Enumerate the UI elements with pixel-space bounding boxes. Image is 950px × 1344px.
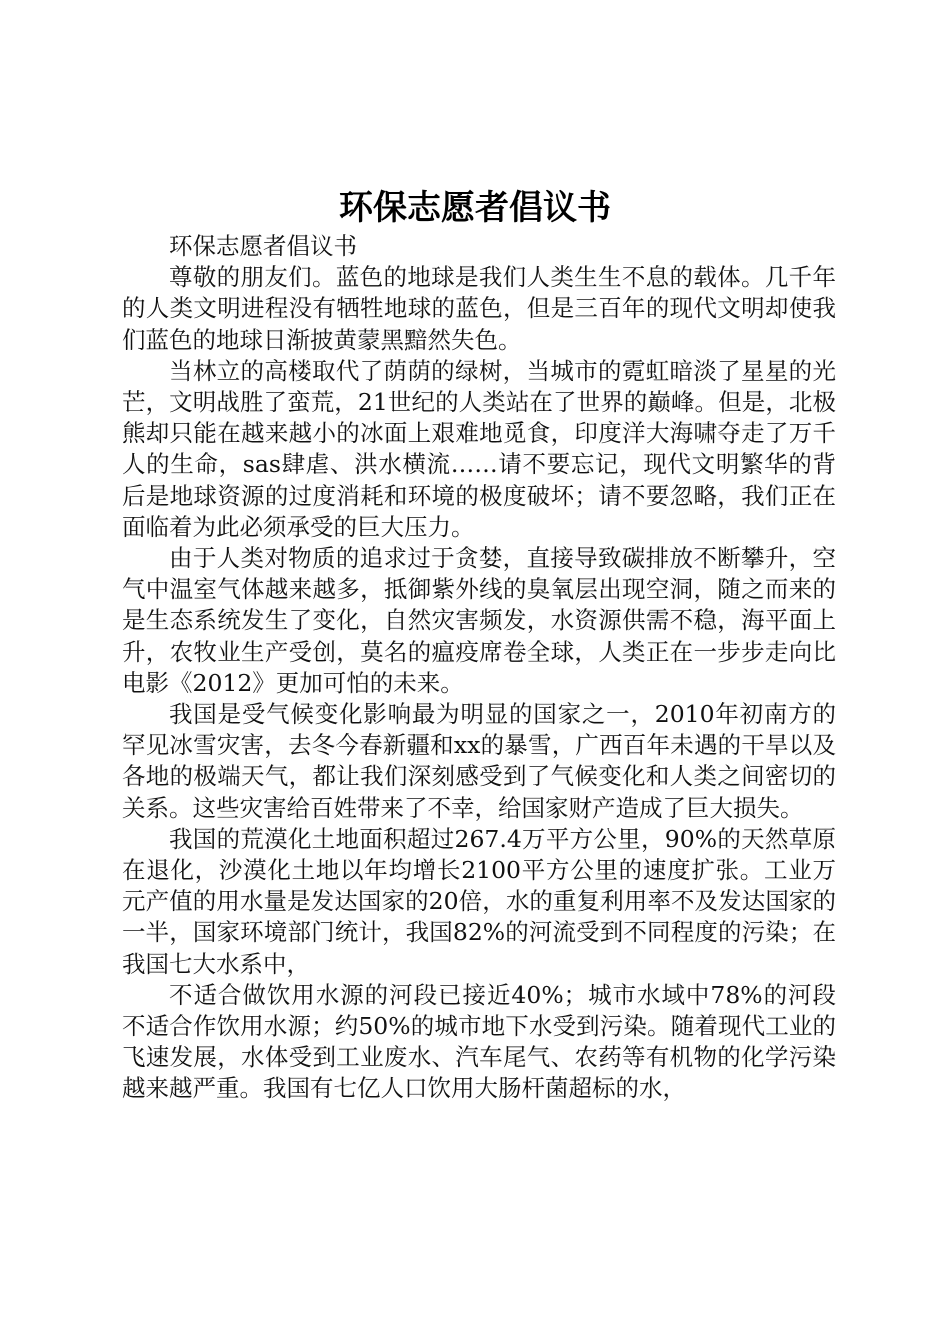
paragraph-greeting: 尊敬的朋友们。蓝色的地球是我们人类生生不息的载体。几千年的人类文明进程没有牺牲地球的蓝色，但是三百年的现代文明却使我们蓝色的地球日渐披黄蒙黑黯然失色。 [122, 263, 836, 354]
paragraph-greed: 由于人类对物质的追求过于贪婪，直接导致碳排放不断攀升，空气中温室气体越来越多，抵御紫外线的臭氧层出现空洞，随之而来的是生态系统发生了变化，自然灾害频发，水资源供需不稳，海平面上升，农牧业生产受创，莫名的瘟疫席卷全球，人类正在一步步走向比电影《2012》更加可怕的未来。 [122, 544, 836, 697]
paragraph-water-pollution: 不适合做饮用水源的河段已接近40%；城市水域中78%的河段不适合作饮用水源；约50%的城市地下水受到污染。随着现代工业的飞速发展，水体受到工业废水、汽车尾气、农药等有机物的化学污染越来越严重。我国有七亿人口饮用大肠杆菌超标的水， [122, 980, 836, 1103]
paragraph-civilization: 当林立的高楼取代了荫荫的绿树，当城市的霓虹暗淡了星星的光芒，文明战胜了蛮荒，21世纪的人类站在了世界的巅峰。但是，北极熊却只能在越来越小的冰面上艰难地觅食，印度洋大海啸夺走了万千人的生命，sas肆虐、洪水横流……请不要忘记，现代文明繁华的背后是地球资源的过度消耗和环境的极度破坏；请不要忽略，我们正在面临着为此必须承受的巨大压力。 [122, 356, 836, 541]
paragraph-desertification: 我国的荒漠化土地面积超过267.4万平方公里，90%的天然草原在退化，沙漠化土地以年均增长2100平方公里的速度扩张。工业万元产值的用水量是发达国家的20倍，水的重复利用率不及发达国家的一半，国家环境部门统计，我国82%的河流受到不同程度的污染；在我国七大水系中， [122, 824, 836, 978]
paragraph-climate-china: 我国是受气候变化影响最为明显的国家之一，2010年初南方的罕见冰雪灾害，去冬今春新疆和xx的暴雪，广西百年未遇的干旱以及各地的极端天气，都让我们深刻感受到了气候变化和人类之间密切的关系。这些灾害给百姓带来了不幸，给国家财产造成了巨大损失。 [122, 700, 836, 822]
paragraph-subtitle: 环保志愿者倡议书 [169, 232, 357, 260]
document-title: 环保志愿者倡议书 [339, 188, 611, 228]
document-body [122, 231, 836, 1105]
